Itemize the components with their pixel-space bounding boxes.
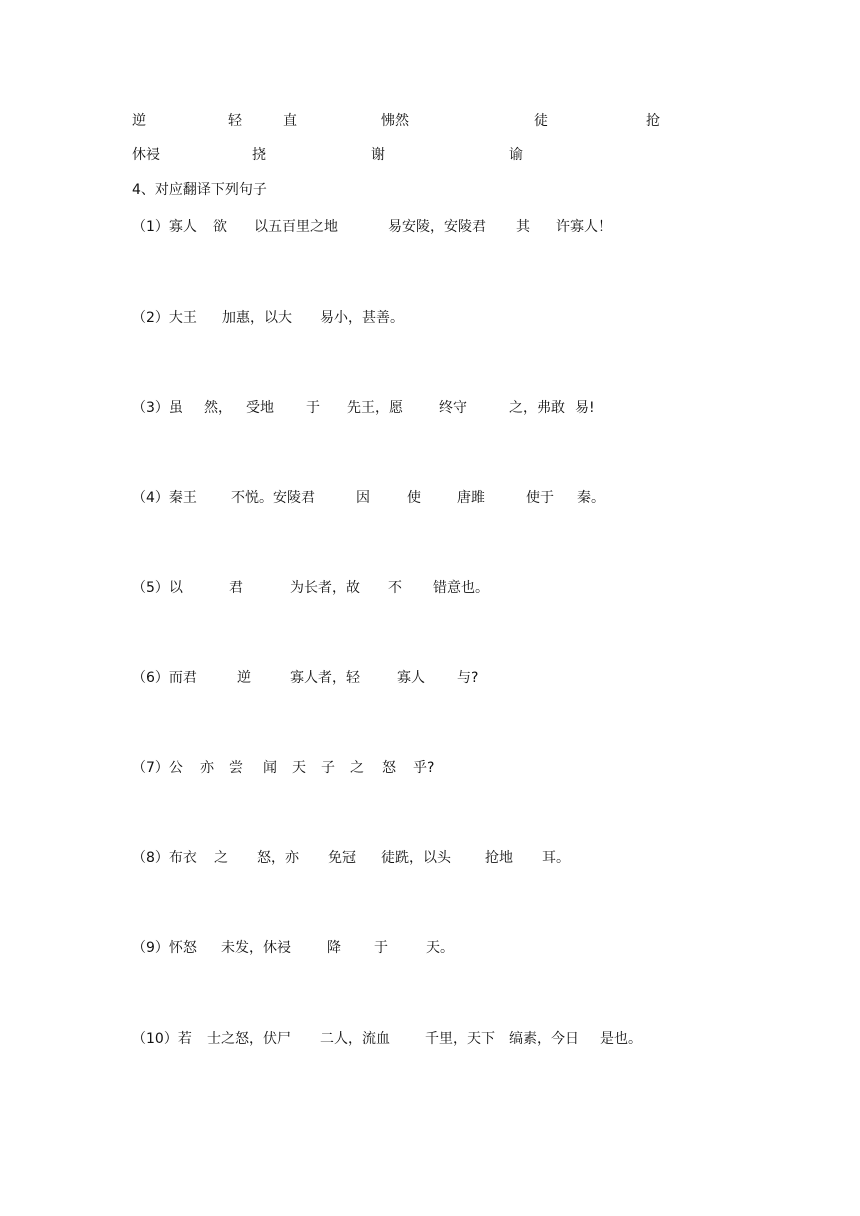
sentence-segment: （3）虽 bbox=[132, 400, 183, 416]
sentence-segment: 闻 bbox=[263, 760, 277, 776]
sentence-segment: 先王，愿 bbox=[347, 400, 403, 416]
sentence-segment: 以五百里之地 bbox=[254, 219, 338, 235]
sentence-1 bbox=[0, 215, 860, 239]
sentence-segment: （10）若 bbox=[132, 1031, 192, 1047]
sentence-segment: 使 bbox=[407, 490, 421, 506]
sentence-segment: 士之怒，伏尸 bbox=[207, 1031, 291, 1047]
sentence-3 bbox=[0, 396, 860, 420]
sentence-segment: 天。 bbox=[426, 940, 454, 956]
sentence-segment: 然， bbox=[204, 400, 232, 416]
sentence-8 bbox=[0, 846, 860, 870]
vocab-word: 谕 bbox=[509, 147, 523, 163]
vocab-word: 逆 bbox=[132, 113, 146, 129]
sentence-segment: 其 bbox=[516, 219, 530, 235]
sentence-segment: 不 bbox=[388, 580, 402, 596]
sentence-segment: 免冠 bbox=[328, 850, 356, 866]
sentence-segment: 是也。 bbox=[600, 1031, 642, 1047]
sentence-segment: 易小，甚善。 bbox=[320, 310, 404, 326]
sentence-segment: 秦。 bbox=[577, 490, 605, 506]
sentence-segment: 加惠，以大 bbox=[222, 310, 292, 326]
sentence-segment: 易安陵，安陵君 bbox=[388, 219, 486, 235]
vocab-row-1 bbox=[0, 109, 860, 133]
sentence-segment: 唐雎 bbox=[457, 490, 485, 506]
sentence-segment: 怒 bbox=[382, 760, 396, 776]
vocab-word: 休祲 bbox=[132, 147, 160, 163]
sentence-segment: 寡人 bbox=[397, 670, 425, 686]
sentence-segment: 易! bbox=[575, 400, 595, 416]
sentence-segment: 于 bbox=[306, 400, 320, 416]
sentence-segment: 抢地 bbox=[485, 850, 513, 866]
sentence-segment: 之 bbox=[350, 760, 364, 776]
sentence-segment: 亦 bbox=[200, 760, 214, 776]
vocab-word: 谢 bbox=[371, 147, 385, 163]
sentence-2 bbox=[0, 306, 860, 330]
sentence-segment: （8）布衣 bbox=[132, 850, 197, 866]
vocab-word: 抢 bbox=[646, 113, 660, 129]
sentence-segment: 终守 bbox=[439, 400, 467, 416]
sentence-segment: 许寡人！ bbox=[556, 219, 612, 235]
sentence-segment: （6）而君 bbox=[132, 670, 197, 686]
sentence-segment: 耳。 bbox=[542, 850, 570, 866]
sentence-segment: 二人，流血 bbox=[320, 1031, 390, 1047]
sentence-segment: 为长者，故 bbox=[290, 580, 360, 596]
sentence-segment: （5）以 bbox=[132, 580, 183, 596]
vocab-word: 徒 bbox=[534, 113, 548, 129]
sentence-10 bbox=[0, 1027, 860, 1051]
vocab-word: 挠 bbox=[252, 147, 266, 163]
sentence-segment: 徒跣，以头 bbox=[381, 850, 451, 866]
sentence-segment: 寡人者，轻 bbox=[290, 670, 360, 686]
sentence-segment: 乎? bbox=[413, 760, 435, 776]
sentence-segment: （1）寡人 bbox=[132, 219, 197, 235]
sentence-5 bbox=[0, 576, 860, 600]
sentence-segment: 之 bbox=[214, 850, 228, 866]
sentence-segment: 受地 bbox=[246, 400, 274, 416]
sentence-segment: 缟素，今日 bbox=[509, 1031, 579, 1047]
vocab-word: 轻 bbox=[228, 113, 242, 129]
sentence-4 bbox=[0, 486, 860, 510]
vocab-row-2 bbox=[0, 143, 860, 167]
sentence-segment: 使于 bbox=[526, 490, 554, 506]
sentence-segment: 子 bbox=[321, 760, 335, 776]
sentence-9 bbox=[0, 936, 860, 960]
sentence-segment: 君 bbox=[229, 580, 243, 596]
sentence-segment: 逆 bbox=[237, 670, 251, 686]
sentence-segment: 尝 bbox=[229, 760, 243, 776]
sentence-segment: 于 bbox=[374, 940, 388, 956]
vocab-word: 怫然 bbox=[381, 113, 409, 129]
sentence-segment: （2）大王 bbox=[132, 310, 197, 326]
sentence-segment: 千里，天下 bbox=[425, 1031, 495, 1047]
sentence-segment: 错意也。 bbox=[433, 580, 489, 596]
sentence-segment: 与? bbox=[457, 670, 479, 686]
sentence-segment: （7）公 bbox=[132, 760, 183, 776]
sentence-segment: 天 bbox=[292, 760, 306, 776]
sentence-segment: 不悦。安陵君 bbox=[231, 490, 315, 506]
section-heading: 4、对应翻译下列句子 bbox=[132, 182, 267, 198]
sentence-segment: （9）怀怒 bbox=[132, 940, 197, 956]
sentence-segment: 欲 bbox=[213, 219, 227, 235]
sentence-segment: （4）秦王 bbox=[132, 490, 197, 506]
sentence-segment: 因 bbox=[356, 490, 370, 506]
sentence-7 bbox=[0, 756, 860, 780]
sentence-segment: 之，弗敢 bbox=[509, 400, 565, 416]
vocab-word: 直 bbox=[283, 113, 297, 129]
sentence-segment: 未发，休祲 bbox=[221, 940, 291, 956]
sentence-segment: 降 bbox=[327, 940, 341, 956]
sentence-6 bbox=[0, 666, 860, 690]
sentence-segment: 怒，亦 bbox=[257, 850, 299, 866]
